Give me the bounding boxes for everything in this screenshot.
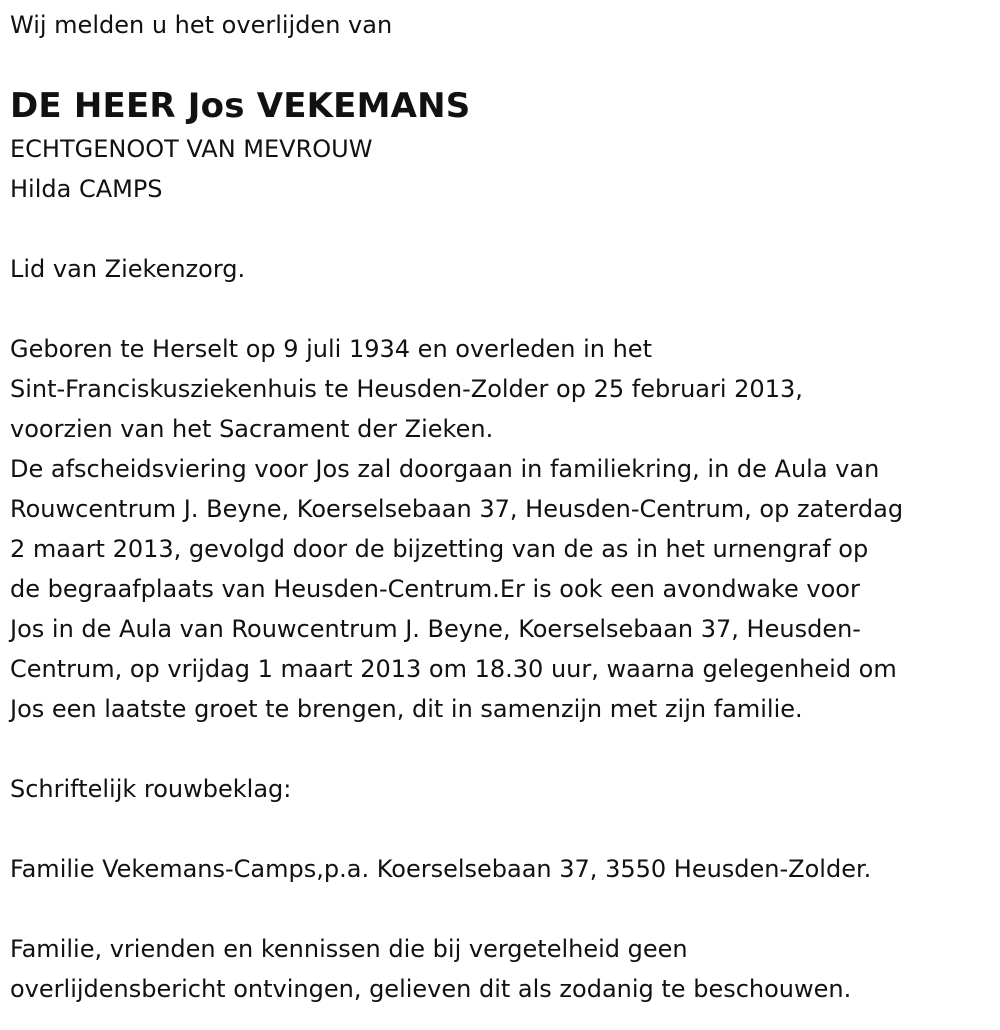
condolence-address: Familie Vekemans-Camps,p.a. Koerselsebaan 37, 3550 Heusden-Zolder.	[10, 855, 872, 883]
body-line: voorzien van het Sacrament der Zieken.	[10, 415, 494, 443]
spacer	[10, 729, 995, 769]
deceased-name: DE HEER Jos VEKEMANS	[10, 86, 471, 126]
spacer	[10, 209, 995, 249]
body-line: Centrum, op vrijdag 1 maart 2013 om 18.30 uur, waarna gelegenheid om	[10, 655, 897, 683]
notice-body	[10, 329, 995, 729]
spacer	[10, 289, 995, 329]
death-notice	[10, 0, 995, 1009]
condolence-label: Schriftelijk rouwbeklag:	[10, 775, 292, 803]
body-line: Jos in de Aula van Rouwcentrum J. Beyne, Koerselsebaan 37, Heusden-	[10, 615, 861, 643]
body-line: Jos een laatste groet te brengen, dit in samenzijn met zijn familie.	[10, 695, 803, 723]
closing-line: overlijdensbericht ontvingen, gelieven dit als zodanig te beschouwen.	[10, 975, 852, 1003]
intro-text: Wij melden u het overlijden van	[10, 11, 393, 39]
spouse-title: ECHTGENOOT VAN MEVROUW	[10, 135, 373, 163]
body-line: De afscheidsviering voor Jos zal doorgaan in familiekring, in de Aula van	[10, 455, 880, 483]
body-line: Geboren te Herselt op 9 juli 1934 en overleden in het	[10, 335, 652, 363]
body-line: Rouwcentrum J. Beyne, Koerselsebaan 37, Heusden-Centrum, op zaterdag	[10, 495, 904, 523]
spacer	[10, 809, 995, 849]
closing-line: Familie, vrienden en kennissen die bij vergetelheid geen	[10, 935, 688, 963]
body-line: 2 maart 2013, gevolgd door de bijzetting van de as in het urnengraf op	[10, 535, 869, 563]
membership-text: Lid van Ziekenzorg.	[10, 255, 246, 283]
body-line: de begraafplaats van Heusden-Centrum.Er is ook een avondwake voor	[10, 575, 860, 603]
closing-text	[10, 929, 995, 1009]
spouse-name: Hilda CAMPS	[10, 175, 163, 203]
body-line: Sint-Franciskusziekenhuis te Heusden-Zolder op 25 februari 2013,	[10, 375, 803, 403]
spacer	[10, 889, 995, 929]
